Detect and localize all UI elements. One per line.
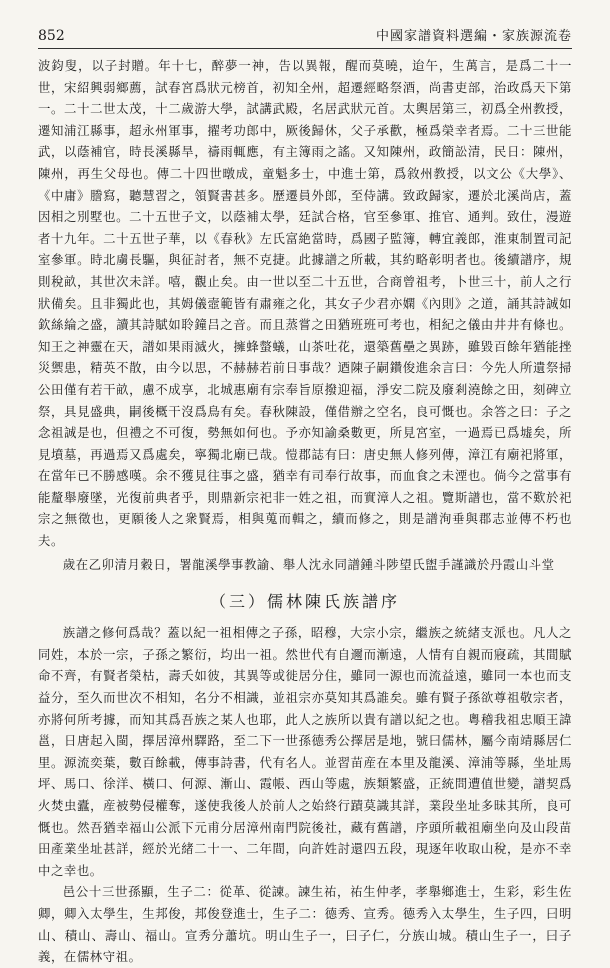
header-rule (38, 48, 572, 49)
section-paragraph: 邑公十三世孫顯，生子二：從革、從諫。諫生祐，祐生仲孝，孝舉鄉進士，生彩，彩生佐卿，卿入太學生，生邦俊，邦俊登進士，生子二：德秀、宣秀。德秀入太學生，生子四，曰明山、積山、壽山、福山。宣秀分蕭坑。明山生子一，曰子仁，分族山城。積山生子一，曰子義，在儒林守祖。 (38, 884, 572, 965)
running-title: 中國家譜資料選編・家族源流卷 (375, 29, 572, 44)
page-number: 852 (38, 28, 65, 44)
body-paragraph: 波鈞叟，以子封贈。年十七，醉夢一神，告以異報，醒而莫曉，迨午，生萬言，是爲二十一世，宋紹興弱鄉薦，試春宮爲狀元榜首，初知全州，超遷經略祭酒，尚書吏部，治政爲天下第一。二十二世太茂，十二歲游大學，試講武殿，名居武狀元首。太輿居第三，初爲全州教授，遷知浦江縣事，超永州軍事，擢考功郎中，厥後歸休，父子承歡，極爲榮幸者焉。二十三世能武，以蔭補官，時長溪縣旱，禱雨輒應，有主簿雨之謠。又知陳州，政簡訟清，民日：陳州，陳州，再生父母也。傳二十四世暾成，童魁多士，中進士第，爲敘州教授，以文公《大學》、《中庸》謄寫，聽慧習之，領賢書甚多。歷遷員外郎，至侍講。致政歸家，遷於北溪尚店，蓋因相之別墅也。二十五世子文，以蔭補太學，廷試合格，官至參軍、推官、通判。致仕，漫遊者十九年。二十五世子華，以《春秋》左氏富絶當時，爲國子監簿，轉宜義郎，淮東制置司記室參軍。時北虜長驅，與征討者，無不克捷。此據譜之所載，其約略彰明者也。後續譜序，規則稅畝，其世次未詳。嘻，觀止矣。由一世以至二十五世，合商曾祖考，卜世三十，前人之行狀備矣。且非獨此也，其姆儀壼範皆有肅雍之化，其女子少君亦嫻《內則》之道，誦其詩誠如欽絲綸之盛，讀其詩賦如聆鐘吕之音。而且蒸嘗之田猶班班可考也，相紀之儀由井井有條也。知王之神靈在天，譜如果雨滅火，擁蜂螫蟻，山茶吐花，還築舊壘之異跡，雖毀百餘年猶能挫災禦患，精英不散，由今以思，不赫赫若前日事哉？迺陳子嗣鑽俊進余言曰：今先人所遺祭掃公田僅有若干畝，慮不成享，北城惠廟有宗奉旨原撥迎福，淨安二院及廢剎澆餘之田，刻碑立祭，具見盛典，嗣後概干沒爲鳥有矣。春秋陳設，僅借辦之空名，良可慨也。余答之曰：子之念祖誠是也，但禮之不可復，勢無如何也。予亦知諭桑數更，所見宮室，一過焉已爲墟矣，所見墳墓，再過焉又爲處矣，寧獨北廟已哉。愷郡誌有曰：唐史無人修列傳，漳江有廟祀將軍，在當年已不勝感嘆。余不獲見往事之盛，猶幸有司奉行故事，而血食之未湮也。倘今之當事有能釐舉廢墜，光復前典者乎，則鼎新宗祀非一姓之祖，而實漳人之祖。覽斯譜也，當不歎於祀宗之無徵也，更願後人之衆賢焉，相與蒐而輯之，續而修之，則是譜洵垂與郡志並傳不朽也夫。 (38, 58, 572, 549)
signature-line: 歲在乙卯清月穀日，署龍溪學事教諭、舉人沈永同譜鍾斗陟望氏盥手謹識於丹霞山斗堂 (62, 556, 555, 572)
section-paragraph: 族譜之修何爲哉？蓋以紀一祖相傳之子孫，昭穆，大宗小宗，繼族之統緒支派也。凡人之同姓，本於一宗，子孫之繁衍，均出一祖。然世代有自邇而漸遠，人情有自親而寢疏，其間賦命不齊，有賢者榮枯，壽夭如彼，其異等或徙居分住，雖同一源也而流益遠，雖同一本也而支益分，至久而世次不相知，名分不相識，並祖宗亦莫知其爲誰矣。雖有賢子孫欲尊祖敬宗者，亦將何所考據，而知其爲吾族之某人也耶，此人之族所以貴有譜以紀之也。粵稽我祖忠順王諱邕，日唐起入閩，擇居漳州驛路，至二下一世孫德秀公擇居是地，號曰儒林，屬今南靖縣居仁里。源流奕葉，數百餘載，傳事詩書，代有名人。並習苗産在本里及龍溪、漳浦等縣，坐址馬坪、馬口、徐洋、橫口、何源、漸山、霞帳、西山等處，族類繁盛，正統問遭值世變，譜契爲火焚虫蠹，産被勢侵權奪，遂使我後人於前人之始終行蹟莫識其詳，業段坐址多昧其所，良可慨也。然吾猶幸福山公派下元甫分居漳州南門院後社，藏有舊譜，序頭所載祖廟坐向及山段苗田產業坐址甚詳，經於光緒二十一、二年間，向許姓討還四五段，現逐年收取山稅，是亦不幸中之幸也。 (38, 625, 572, 878)
section-title: （三）儒林陳氏族譜序 (209, 592, 400, 612)
page-header (38, 24, 572, 44)
